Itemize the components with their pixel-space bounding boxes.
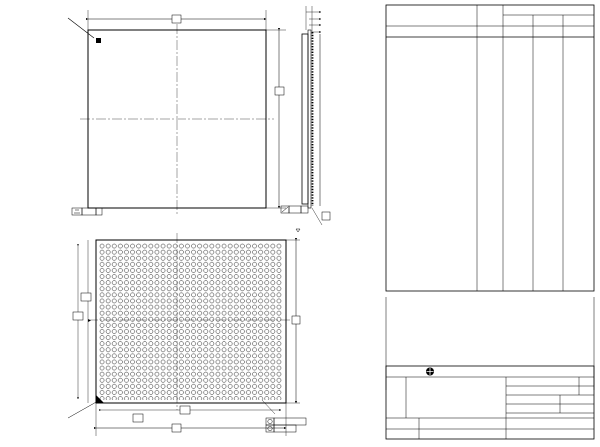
ball-array bbox=[99, 243, 282, 400]
ase-logo bbox=[426, 368, 434, 376]
dimension-table bbox=[386, 5, 594, 291]
svg-text:▸: ▸ bbox=[88, 317, 92, 324]
top-view bbox=[68, 10, 286, 215]
top-a1-marker bbox=[96, 38, 101, 43]
side-mold bbox=[302, 34, 308, 204]
title-block bbox=[386, 366, 594, 439]
side-substrate bbox=[308, 30, 311, 208]
side-view bbox=[281, 6, 330, 232]
bottom-view bbox=[68, 233, 306, 436]
top-a1-leader bbox=[68, 18, 94, 38]
notes-section bbox=[386, 297, 594, 390]
